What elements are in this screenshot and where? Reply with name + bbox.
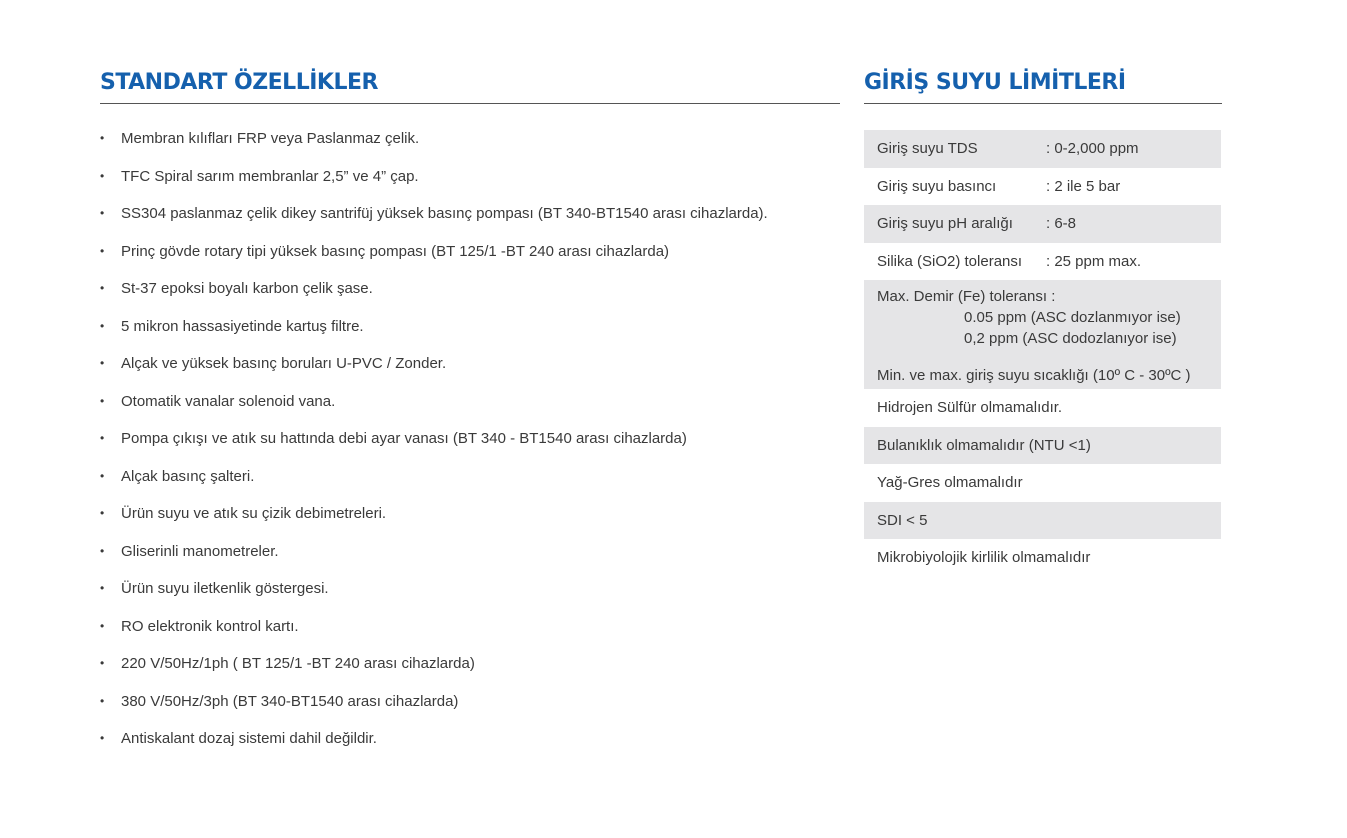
bullet-icon: • [100, 356, 105, 370]
list-item: • 5 mikron hassasiyetinde kartuş filtre. [100, 308, 768, 346]
bullet-icon: • [100, 206, 105, 220]
iron-label: Max. Demir (Fe) toleransı : [877, 288, 1056, 305]
row-value: : 2 ile 5 bar [1046, 177, 1121, 195]
iron-value-unmetered: 0.05 ppm (ASC dozlanmıyor ise) [964, 309, 1181, 326]
bullet-icon: • [100, 318, 105, 333]
list-item: • St-37 epoksi boyalı karbon çelik şase. [100, 270, 768, 308]
list-item: • Antiskalant dozaj sistemi dahil değildir. [100, 720, 768, 758]
bullet-icon: • [100, 393, 105, 408]
row-value: : 0-2,000 ppm [1046, 140, 1139, 158]
table-row [864, 205, 1221, 243]
list-item: • Prinç gövde rotary tipi yüksek basınç pompası (BT 125/1 -BT 240 arası cihazlarda) [100, 233, 768, 271]
bullet-icon: • [100, 431, 105, 445]
bullet-icon: • [100, 281, 105, 295]
table-row [864, 389, 1221, 427]
row-value: : 25 ppm max. [1046, 252, 1142, 270]
table-row [864, 464, 1221, 502]
bullet-icon: • [100, 131, 105, 145]
inlet-water-limits-section [864, 68, 1222, 567]
list-item: • Alçak basınç şalteri. [100, 458, 768, 496]
table-row [864, 243, 1221, 281]
table-row [864, 130, 1221, 168]
list-item: • Pompa çıkışı ve atık su hattında debi ayar vanası (BT 340 - BT1540 arası cihazlarda) [100, 420, 768, 458]
row-note: Bulanıklık olmamalıdır (NTU <1) [877, 436, 1091, 454]
row-label: Giriş suyu basıncı [877, 177, 997, 195]
row-note: Yağ-Gres olmamalıdır [877, 474, 1023, 492]
bullet-icon: • [100, 243, 105, 258]
bullet-icon: • [100, 543, 105, 558]
bullet-icon: • [100, 731, 105, 745]
list-item: • Ürün suyu ve atık su çizik debimetreleri. [100, 495, 768, 533]
temperature-range: Min. ve max. giriş suyu sıcaklığı (10º C - 30ºC ) [877, 367, 1191, 384]
standard-features-title: STANDART ÖZELLİKLER [100, 68, 840, 104]
standard-features-section [100, 68, 840, 747]
inlet-water-limits-title: GİRİŞ SUYU LİMİTLERİ [864, 68, 1222, 104]
bullet-icon: • [100, 168, 105, 183]
list-item: • Gliserinli manometreler. [100, 533, 768, 571]
row-label: Silika (SiO2) toleransı [877, 252, 1023, 270]
table-row [864, 427, 1221, 465]
table-row [864, 502, 1221, 540]
list-item: • 380 V/50Hz/3ph (BT 340-BT1540 arası cihazlarda) [100, 683, 768, 721]
list-item: • RO elektronik kontrol kartı. [100, 608, 768, 646]
row-note: Hidrojen Sülfür olmamalıdır. [877, 399, 1063, 417]
iron-value-metered: 0,2 ppm (ASC dodozlanıyor ise) [964, 330, 1177, 347]
list-item: • 220 V/50Hz/1ph ( BT 125/1 -BT 240 arası cihazlarda) [100, 645, 768, 683]
features-list [100, 120, 768, 758]
row-note: SDI < 5 [877, 511, 928, 529]
limits-table [864, 130, 1221, 577]
bullet-icon: • [100, 656, 105, 670]
bullet-icon: • [100, 581, 105, 595]
list-item: • Ürün suyu iletkenlik göstergesi. [100, 570, 768, 608]
bullet-icon: • [100, 618, 105, 633]
row-label: Giriş suyu pH aralığı [877, 215, 1013, 233]
iron-tolerance-block [864, 280, 1221, 389]
bullet-icon: • [100, 506, 105, 520]
table-row [864, 539, 1221, 577]
table-row [864, 168, 1221, 206]
bullet-icon: • [100, 468, 105, 483]
row-label: Giriş suyu TDS [877, 140, 978, 158]
row-note: Mikrobiyolojik kirlilik olmamalıdır [877, 549, 1091, 567]
list-item: • Otomatik vanalar solenoid vana. [100, 383, 768, 421]
list-item: • TFC Spiral sarım membranlar 2,5” ve 4” çap. [100, 158, 768, 196]
list-item: • Membran kılıfları FRP veya Paslanmaz çelik. [100, 120, 768, 158]
bullet-icon: • [100, 693, 105, 708]
list-item: • Alçak ve yüksek basınç boruları U-PVC / Zonder. [100, 345, 768, 383]
list-item: • SS304 paslanmaz çelik dikey santrifüj yüksek basınç pompası (BT 340-BT1540 arası cihazlarda). [100, 195, 768, 233]
row-value: : 6-8 [1046, 215, 1077, 233]
